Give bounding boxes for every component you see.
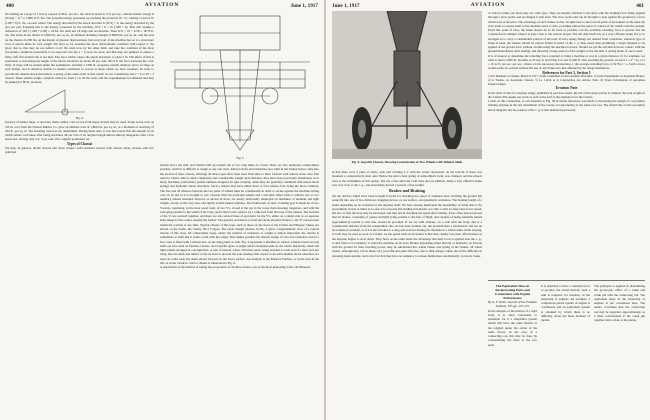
erratum-text: In the table of data for airplane wings, published in previous issues, the tail of the wing section is omitted; the total weight of the Curtiss JN4 engine per stock as well as the leaf of the airplane is for the Curtiss. <box>488 90 645 99</box>
left-running-title: AVIATION <box>144 2 180 8</box>
fig-a <box>5 84 154 120</box>
right-column-2 <box>488 11 645 276</box>
left-page-number: 400 <box>6 3 14 9</box>
erratum-heading: Erratum Note <box>555 86 578 91</box>
fig-6-photo <box>332 11 482 159</box>
left-column-1 <box>5 12 154 416</box>
references-heading: References for Part 3, Section 5 <box>542 70 591 75</box>
article-text-c: The principle is applied in determining the gyroscopic effect of a crank and crank pin with the connecting rod. The equivalent mass in the balancing of engines is not considered here. The author concludes that the connecting rod may be regarded, approximately, as a mass concentrated at the crank pin together with a mass at the piston. <box>594 284 645 322</box>
right-col2-text-b: It is of interest to determine the retarding force required to bring a machine to rest in a given distance. If, for example, we wish to land a 2000-lb. machine at 45 m.p.h. and bring it to rest in 200 ft. after touching the ground, we have s = u² / 2a, or a = 10.12 ft. per sec. per sec., where a is the necessary deceleration, f, the average retarding force, is W/32.2 × a. Such a force would easily be secured without the use of any brake save that afforded by the wings themselves. <box>488 53 645 71</box>
right-page-date: June 1, 1917 <box>332 3 360 9</box>
right-page-number: 401 <box>636 3 644 9</box>
left-col2-text-b: A description of the method of taking the proportions of all three classes, one of the most interesting is the old Nieuport, <box>160 265 311 269</box>
right-col1-text-b: All the devices which have been brought forward for checking the speed of airplanes after touching the ground fall naturally into one of two divisions: dragging device on one surface, and pneumatic resistance. The braking length of a brake depending on air resistance is the airplane itself. We have already mentioned the desirability of being able to fly exceedingly slowly at times as to ease it for an even flat landing in inelastic, not only so that we may land at low speed, but also so that the drag may be increased, and thus aid in checking the speed after landing. It has often been proposed that air brakes, consisting of planes normally lying parallel to the line of flight, and capable of being suddenly turned approximately normal to that line, should be provided. If we are with airplane, on a side with the body, and at a considerable distance from the longitudinal axis. As has been pointed out, the problem then a mechanical and not an air-resistance problem, as if it is the tail skid or a drag and assist in turning the machine in a small radius while taxying, as both may be used as soon as a brake. As the speed with all air brakes is that they rapidly lose their effectiveness as the airplane begins to slow down. They have on the other hand, the advantage that their force is applied near the c. g., so that there is no tendency to stand the machine on its nose. Brakes depending either directly or indirectly on friction with the ground for their retarding power, may be subdivided into wheel brakes and spring of tire brakes. Of wheel brakes, although they can be made very powerful and quite effective, due to their danger, when, lies in the difficulty in releasing them quickly, and to the fact that they have no tendency to release themselves automatically, as the air brake. <box>332 194 482 258</box>
left-col1-text: On landing on a slope of 1 in 6 at a speed of 66 ft. per sec., the vertical speed is 11ft. per sec., and the kinetic energy is (W/2g) × 11² or 1,880 W ft. lbs. The potential energy possessed on touching the ground is W × h, causing a total of W (1.88 + h) ft. lbs. on each wheel. The energy absorbed by the shock absorber is (W/2) × h, the energy absorbed by the tyre per pair. Equating this to the energy possessed by the machine, W/2 × h = W (1.88 + h). This will assume a deflection of 102.7 (1.88 + 0.58) = 18.64. We shall use 18 rings and re-calculate. Then W/2 × 18 × 0.58 = 18.78 ft. lbs. The stress in the rubber is 3,000 lbs. per sq. in., an ultimate breaking strength of 8000 lbs. per sq. in., and the load on the chassis 21,000 lbs. At the instant of greatest displacement, that every part of the machine has on it a downward load of eleven times its own weight. We have so far assumed the most unfavourable condition with respect to the tyres; that is, that they do not deflect at all. We shall now try the other limit, and take the condition of the most favourable conditions reasonably to be expected, but the 2 × 6 tyres are used, and that they are pumped to ensure a fairly stiff, flat-bottom rim is not then. The force which causes the shock absorbers to yield 2 lb. The effect of this is equivalent to increasing the length of the shock absorbers by about 48 per cent. 561.8 is the force between the cord. Only 14 rings will be needed under the assumption. Actually a 2300 lb. aeroplane usually employs about 12 rings on each bridge, and is therefore unable to sustain conditions so severe as those which we have assumed. In order to provide the desired shock absorption, a spring of the same order as that which we are considering and 2 × 6 or 26 × 3 wheels. These wheels weigh, complete with tyre, from 17 to 20 lbs. each, and the experimenters recommend that they be pumped to 80 lb. pressure. <box>5 12 154 84</box>
fig-a-caption: Fig. A <box>75 116 84 120</box>
article-text-a: In the analysis of the motion of a rigid body, it is often convenient to substitute for it a simplified system which will have the same motion as the original under the action of the same forces. In the case of a connecting rod, this may be done by concentrating the mass at the two ends. <box>488 308 537 347</box>
article-divider <box>488 280 645 281</box>
right-running-title: AVIATION <box>470 2 506 8</box>
fig-5-airplane-drawing <box>160 12 320 162</box>
article-column-1 <box>488 284 537 416</box>
left-col1-text-b: In place of rubber rings, or sprocket chain, rubber cord woven from many strands may be used. Some recent tests on 5/8 in. cord from the Federal Rubber Co. gave an ultimate load of 1,800 lbs. per sq. in., at a modulus of elasticity of 434 lb. per sq. in. The breaking load was not determined. During these tests, it was discovered that the amount of set which rubber cord takes after being stretched, 48 per cent of its original length almost entirely disappears after a few hours rest, leaving only 4 to 5 per cent of its original permanent set. <box>5 120 154 142</box>
article-title: The Equivalent Mass in Reciprocating Parts and Connections with Engine Performance <box>494 284 531 300</box>
left-col1-text-c: We may, in general, divide chassis into three classes: self-contained chassis with wheels alone, chassis with two principal <box>5 145 154 155</box>
fig-6-photo-drawing <box>332 11 482 159</box>
left-page-date: June 1, 1917 <box>290 3 318 9</box>
right-page <box>326 0 650 420</box>
article-byline: By A. F. Zahm, Journal of the Franklin Institute, 165 pp., 207-231 <box>488 300 537 309</box>
types-of-chassis-heading: Types of Chassis <box>66 141 93 146</box>
fig-a-drawing <box>5 84 154 120</box>
left-column-2 <box>160 163 319 416</box>
fig-6-caption: Fig. 6. Sopwith Chassis, Showing Construction of Two Wheels with Tubular Skids <box>351 160 463 164</box>
right-column-1 <box>332 170 482 416</box>
right-col2-text-c: I wish, in this connection, to call attention to Fig. 39 in which references was made to discussing the design of a secondary training airplane in the last installment of the course, in reproducing as the same was lost. The dotted line on the secondary shock diagram, but the portion of the c. g. is that indicated previously. <box>488 99 645 112</box>
left-page <box>0 0 324 420</box>
brakes-heading: Brakes and Braking <box>388 188 426 193</box>
references-list: 1) Dr. Marshall on Chassis, March 8, 1917. 2) Mr. Lindenthal on Aerodynamic Principles. 3) Some Experiments on Aeroplane Brakes. 4) A Treatise on Aeroplane Chassis. 5) Le Calcul et la Construction des Avions, Paris. 6) Stress Calculations of Aeroplane Undercarriages. <box>488 73 645 86</box>
article-column-2 <box>541 284 590 416</box>
left-col2-text: chassis and a tail skid, and chassis built up around one or two long skids as a basis. There are also numerous compromises possible, which it is difficult to assign to any one class. Almost all the land machines now built in the United States come into the second of these classes, although all three types have been used from time to time. Chassis with wheels alone were first used by Curtiss. Due to their complexity and considerable weight and resistance, they have been practically abandoned, as in many machines, particularly pusher biplanes designed for gun-carrying, when they are generally combined with wheel shock springs and hydraulic shock absorbers. Such a chassis may have either three or four wheels, four being the more common. The fore and aft distance between the two pairs of wheels must be considerable in order to secure against the machine rolling over on its tail as it is brought to rest. Chassis with two principal wheels and a tail skid, either with or without one or two auxiliary wheels mounted forward, as shown in front, are nearly universally employed on machines of medium and light weight, except on the very slow and lightly loaded pusher biplanes. The framework of such a landing gear is made up of two V-struts, consisting, in the most usual form, of two V's, closed at the top to the lower main fuselage longerons, and with the axle lying parallel to the width of the body, and is then lower vertices by a cable tied from the base of the wheels. The bottoms of the Vs are secured together, and there are also several lines of provision for the V's, either on a single side or on separate sides hinged at the center, usually the former. The greatest problem is to hold the shock absorber fixture to the V's and prevent backward rotation at any time. Typical chassis of this type, such as those on the front of the Curtiss and Hispano Suizas are shown on the frame, the Curtiss JN-4 V-types. The latest Vought chassis, in Fig. 2 gives a diagrammatic view of a typical chassis of this class. Of compromise types, where the relation of resistance to weight is almost important, the chassis is sometimes so built that it forms a unit with the wings. This makes possible the chassis design of very low resistance and in a few cases is fitted with a chassis also on the wing panel as well. Fig. 4 represents a machine so treated. Chassis based on long skids are now used on Farman, Curtiss, and Sopwith types. A single skid is mounted quite in the center. Relatively small and light wheels arranged in a straight line, or pair of wheels, whose 18 inches apart, being attached to each end of a short jack per wing. On rare skids and rubber cords are used to prevent the axle treating with respect to the skid. Rubber shock absorbers are used. In some cases the skids extend forward on the lower surface. An example is the Maurice Farman, or in the next in the tail, as in the Caudron. Such a chassis is illustrated in Fig. 6. <box>160 163 319 265</box>
article-column-3 <box>594 284 645 416</box>
fig-5-caption: Fig. 5 <box>236 156 244 160</box>
right-col1-text: in that there were 2 pairs of struts, each pair forming a V with the vertex downward. At the bottom of these was mounted a comparatively short skid. Below the skid a bent spring of semi-elliptic form, was clamped, and the wheels were at the extremities of this spring. The use of the skid and a tail skid, and, in addition, made a very effective brake as it was close to the c. g., and necessarily moved a portion of the weight. <box>332 170 482 187</box>
article-text-b: It is desirable to have a resultant force to produce the actual motion; such a sum is required, for instance, in the balancing of engines. An example, a compressor-piston system of engine is considered, and an equivalent system is obtained by which there is no difficulty about the mass moment of inertia. <box>541 284 590 322</box>
right-col2-text-a: or will not make one more they are other type. They are usually attached to the skid, with the braking force being applied through a lever pedal, and are hinged to that strut. The claw on the end can be brought to bear against the ground by a force which rises at the pilot. The advantage of such brakes as that, brought near to the forward point of movement on the skid, the claw tends to release itself as the machine starts to dive, providing almost the point of contact of the wheels with the ground. From this point of view, the brake should be as far back as possible, but the available retarding force is greater and the construction is simpler when it is kept close to the chassis proper. The tail skid itself acts as a very efficient brake if it is so arranged as to carry a considerable portion of the load. If extra spring fixings are desired from a machine, whatever type of brake is used, the wheels should be placed farther forward of the c. g. than usual, thus permitting a larger moment to be applied at the ground level without overthrowing the machine forward. Should we get the tail skid down in contact with the ground immediately after landing, and throwing a large portion of the weight on the tail skid or spring brake, if one is used. <box>488 11 645 54</box>
